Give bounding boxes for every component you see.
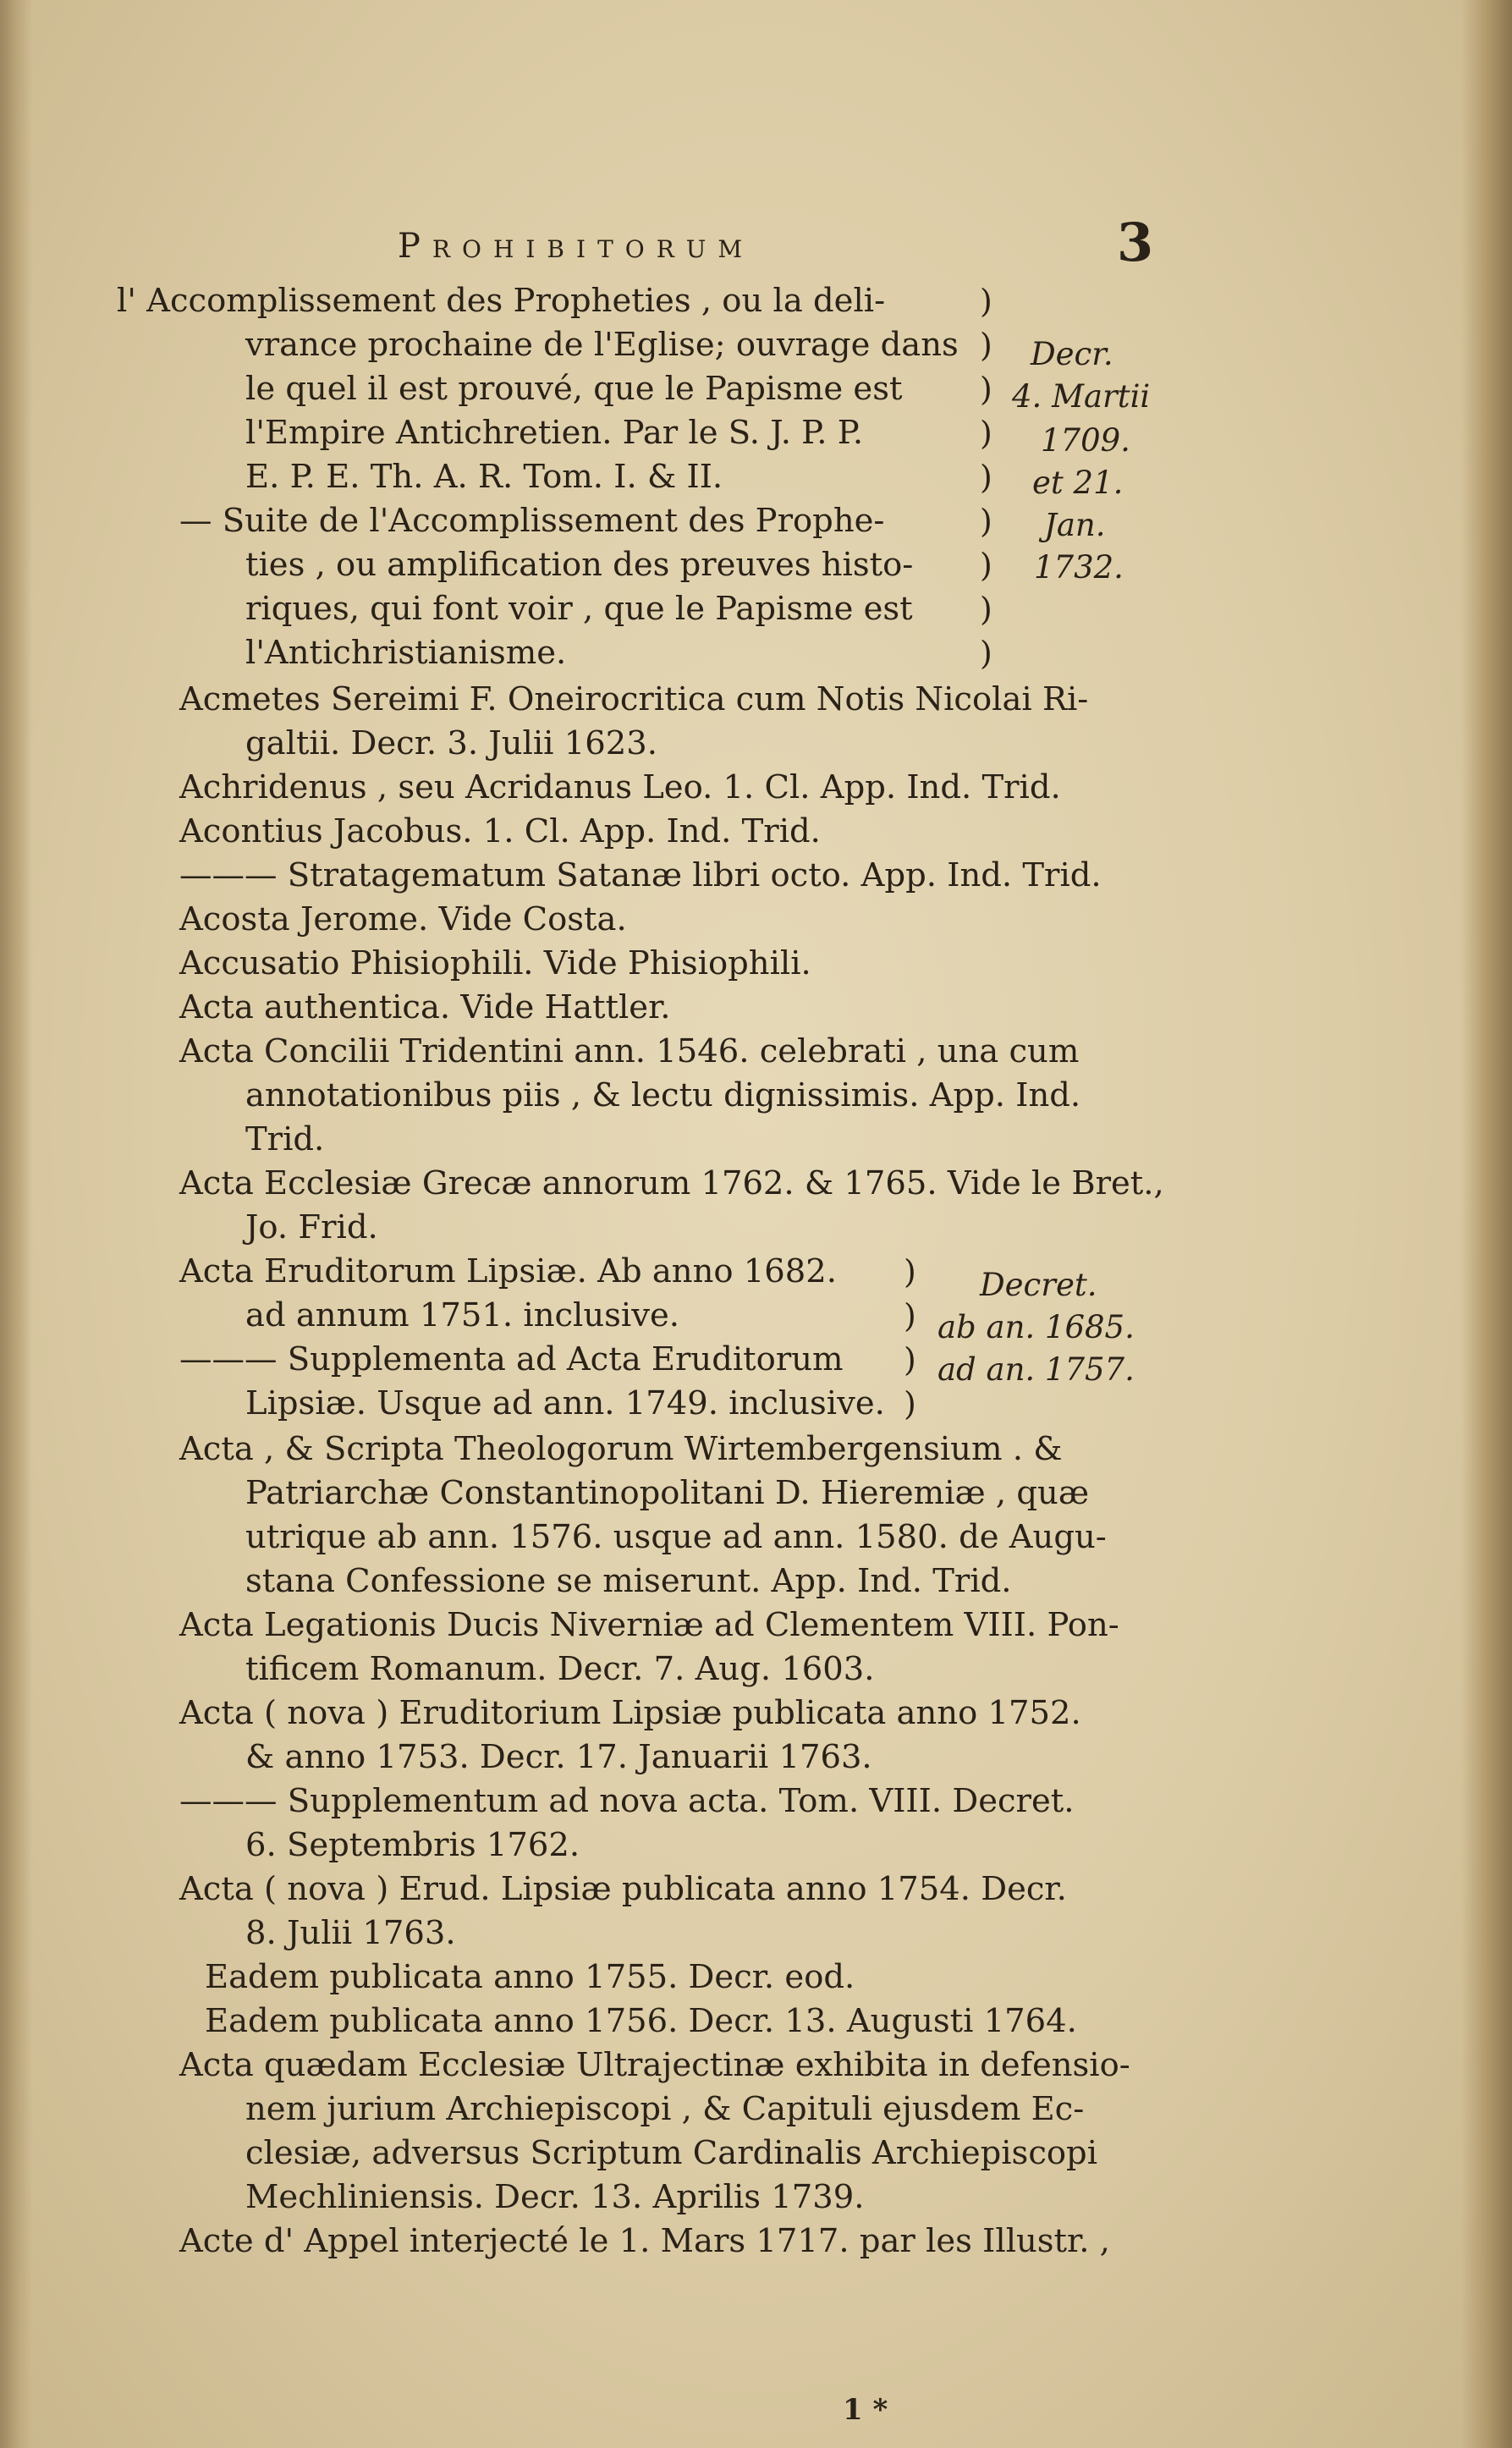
text-line: vrance prochaine de l'Eglise; ouvrage dans: [245, 326, 959, 364]
text-line: — Suite de l'Accomplissement des Prophe-: [179, 502, 885, 540]
margin-note: et 21.: [1032, 465, 1124, 501]
text-line: Acta authentica. Vide Hattler.: [179, 988, 671, 1026]
text-line: utrique ab ann. 1576. usque ad ann. 1580. de Augu-: [245, 1518, 1107, 1556]
text-line: l'Antichristianisme.: [245, 634, 567, 672]
margin-note: ab an. 1685.: [937, 1309, 1135, 1345]
brace: ): [980, 635, 992, 672]
margin-note: Decret.: [980, 1267, 1097, 1303]
brace: ): [904, 1385, 916, 1422]
brace: ): [980, 591, 992, 628]
brace: ): [980, 459, 992, 496]
text-line: l' Accomplissement des Propheties , ou la deli-: [117, 282, 886, 320]
text-line: Lipsiæ. Usque ad ann. 1749. inclusive.: [245, 1384, 885, 1422]
text-line: Achridenus , seu Acridanus Leo. 1. Cl. App. Ind. Trid.: [179, 768, 1061, 806]
text-line: Acontius Jacobus. 1. Cl. App. Ind. Trid.: [179, 812, 821, 850]
brace: ): [904, 1297, 916, 1334]
text-line: Acta Eruditorum Lipsiæ. Ab anno 1682.: [179, 1252, 838, 1290]
text-line: Accusatio Phisiophili. Vide Phisiophili.: [179, 944, 811, 982]
text-line: ad annum 1751. inclusive.: [245, 1296, 680, 1334]
margin-note: ad an. 1757.: [937, 1351, 1135, 1388]
text-line: riques, qui font voir , que le Papisme est: [245, 590, 913, 628]
page-right-edge: [1461, 0, 1512, 2448]
text-line: 8. Julii 1763.: [245, 1914, 456, 1952]
text-line: Acte d' Appel interjecté le 1. Mars 1717. par les Illustr. ,: [179, 2222, 1110, 2260]
margin-note: 1732.: [1034, 549, 1124, 586]
text-line: Acta ( nova ) Eruditorium Lipsiæ publicata anno 1752.: [179, 1694, 1081, 1732]
brace: ): [980, 371, 992, 408]
text-line: Eadem publicata anno 1756. Decr. 13. Augusti 1764.: [205, 2002, 1077, 2040]
brace: ): [980, 547, 992, 584]
text-line: ——— Supplementum ad nova acta. Tom. VIII. Decret.: [179, 1782, 1075, 1820]
brace: ): [904, 1253, 916, 1290]
brace: ): [980, 503, 992, 540]
margin-note: 4. Martii: [1012, 378, 1151, 415]
text-line: Acta Concilii Tridentini ann. 1546. celebrati , una cum: [179, 1032, 1080, 1070]
text-line: l'Empire Antichretien. Par le S. J. P. P.: [245, 414, 864, 452]
text-line: ties , ou amplification des preuves histo-: [245, 546, 914, 584]
text-line: nem jurium Archiepiscopi , & Capituli ejusdem Ec-: [245, 2090, 1085, 2128]
text-line: E. P. E. Th. A. R. Tom. I. & II.: [245, 458, 723, 496]
page-number: 3: [1117, 212, 1154, 273]
text-line: annotationibus piis , & lectu dignissimis. App. Ind.: [245, 1076, 1081, 1114]
text-line: ——— Supplementa ad Acta Eruditorum: [179, 1340, 844, 1378]
text-line: Jo. Frid.: [245, 1208, 378, 1246]
text-line: ——— Stratagematum Satanæ libri octo. App. Ind. Trid.: [179, 856, 1102, 894]
text-line: Mechliniensis. Decr. 13. Aprilis 1739.: [245, 2178, 865, 2216]
text-line: stana Confessione se miserunt. App. Ind. Trid.: [245, 1562, 1012, 1600]
running-title: Prohibitorum: [398, 227, 755, 266]
signature-mark: 1 *: [843, 2393, 888, 2427]
text-line: Acta quædam Ecclesiæ Ultrajectinæ exhibita in defensio-: [179, 2046, 1130, 2084]
text-line: Acta , & Scripta Theologorum Wirtembergensium . &: [179, 1430, 1063, 1468]
text-line: Acta Ecclesiæ Grecæ annorum 1762. & 1765. Vide le Bret.,: [179, 1164, 1164, 1202]
text-line: & anno 1753. Decr. 17. Januarii 1763.: [245, 1738, 872, 1776]
brace: ): [980, 327, 992, 364]
text-line: Trid.: [245, 1120, 325, 1158]
text-line: Eadem publicata anno 1755. Decr. eod.: [205, 1958, 855, 1996]
margin-note: Decr.: [1031, 336, 1113, 372]
brace: ): [904, 1341, 916, 1378]
text-line: Acosta Jerome. Vide Costa.: [179, 900, 627, 938]
brace: ): [980, 415, 992, 452]
page-left-edge: [0, 0, 32, 2448]
text-line: Acta Legationis Ducis Niverniæ ad Clementem VIII. Pon-: [179, 1606, 1119, 1644]
margin-note: 1709.: [1041, 422, 1130, 459]
text-line: tificem Romanum. Decr. 7. Aug. 1603.: [245, 1650, 875, 1688]
text-line: Acta ( nova ) Erud. Lipsiæ publicata anno 1754. Decr.: [179, 1870, 1067, 1908]
brace: ): [980, 283, 992, 320]
text-line: Acmetes Sereimi F. Oneirocritica cum Notis Nicolai Ri-: [179, 680, 1089, 718]
margin-note: Jan.: [1044, 507, 1106, 543]
text-line: 6. Septembris 1762.: [245, 1826, 580, 1864]
text-line: le quel il est prouvé, que le Papisme est: [245, 370, 903, 408]
text-line: Patriarchæ Constantinopolitani D. Hieremiæ , quæ: [245, 1474, 1090, 1512]
text-line: clesiæ, adversus Scriptum Cardinalis Archiepiscopi: [245, 2134, 1098, 2172]
text-line: galtii. Decr. 3. Julii 1623.: [245, 724, 657, 762]
